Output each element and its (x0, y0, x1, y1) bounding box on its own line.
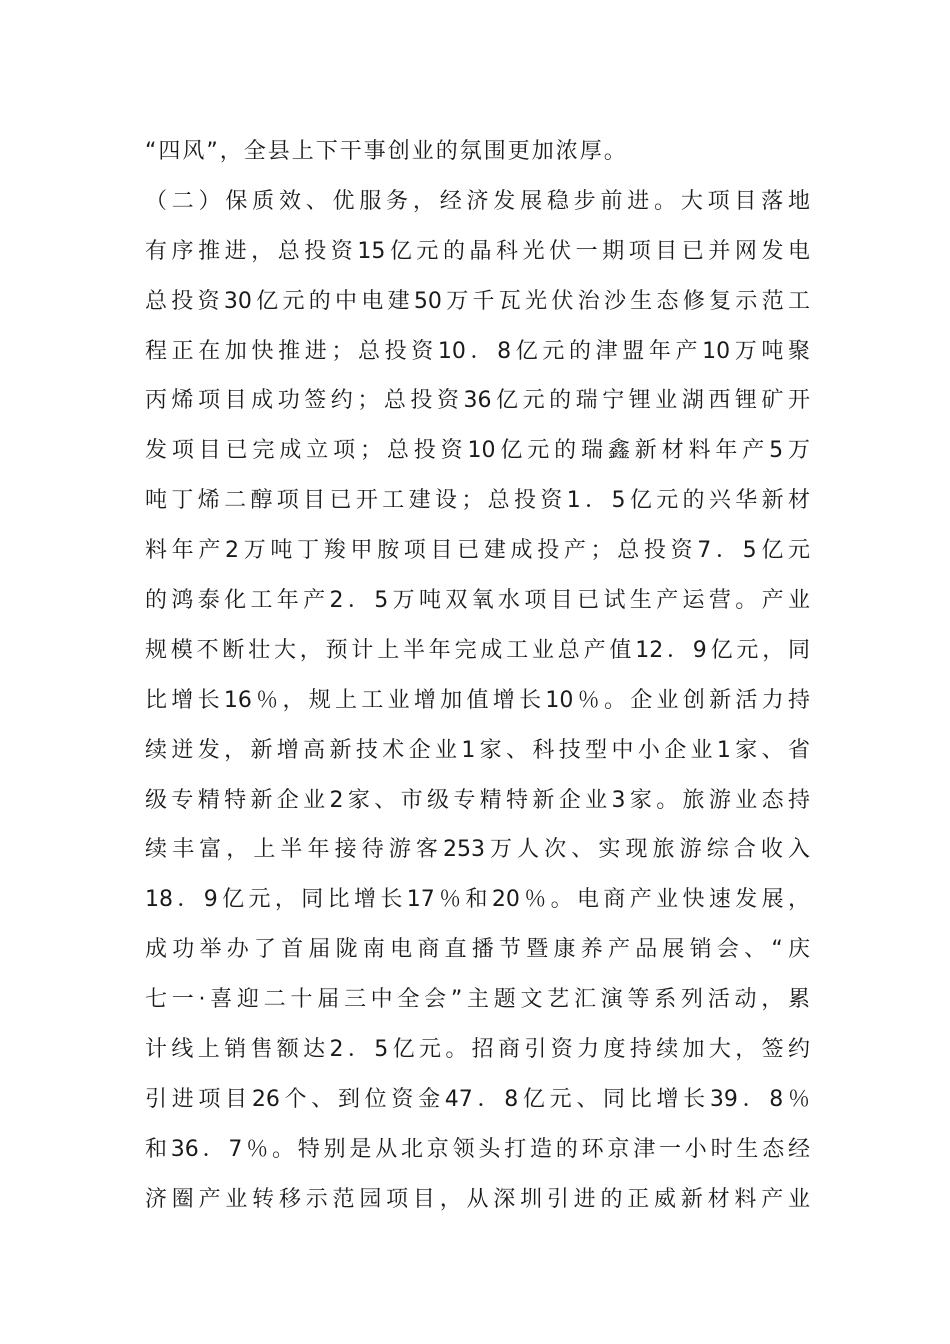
text-line: 发项目已完成立项；总投资10亿元的瑞鑫新材料年产5万 (145, 438, 810, 464)
text-line: 计线上销售额达2．5亿元。招商引资力度持续加大，签约 (145, 1037, 810, 1063)
text-line: 吨丁烯二醇项目已开工建设；总投资1．5亿元的兴华新材 (145, 488, 810, 514)
text-line: 料年产2万吨丁羧甲胺项目已建成投产；总投资7．5亿元 (145, 538, 810, 564)
text-line: 和36．7％。特别是从北京领头打造的环京津一小时生态经 (145, 1136, 810, 1162)
text-line: 续迸发，新增高新技术企业1家、科技型中小企业1家、省 (145, 737, 810, 763)
text-line: 级专精特新企业2家、市级专精特新企业3家。旅游业态持 (145, 787, 810, 813)
text-line: 七一·喜迎二十届三中全会”主题文艺汇演等系列活动，累 (145, 987, 810, 1013)
text-line: 成功举办了首届陇南电商直播节暨康养产品展销会、“庆 (145, 937, 810, 963)
body-text (145, 127, 810, 1225)
text-line: 程正在加快推进；总投资10．8亿元的津盟年产10万吨聚 (145, 338, 810, 364)
text-line: 规模不断壮大，预计上半年完成工业总产值12．9亿元，同 (145, 637, 810, 663)
text-line: 的鸿泰化工年产2．5万吨双氧水项目已试生产运营。产业 (145, 588, 810, 614)
text-line: 总投资30亿元的中电建50万千瓦光伏治沙生态修复示范工 (145, 288, 810, 314)
text-line: 丙烯项目成功签约；总投资36亿元的瑞宁锂业湖西锂矿开 (145, 388, 810, 414)
text-line: 18．9亿元，同比增长17％和20％。电商产业快速发展， (145, 887, 810, 913)
text-line: 引进项目26个、到位资金47．8亿元、同比增长39．8％ (145, 1086, 810, 1112)
text-line: 比增长16％，规上工业增加值增长10％。企业创新活力持 (145, 687, 810, 713)
text-line: 续丰富，上半年接待游客253万人次、实现旅游综合收入 (145, 837, 810, 863)
text-line: “四风”，全县上下干事创业的氛围更加浓厚。 (145, 139, 628, 164)
text-line: （二）保质效、优服务，经济发展稳步前进。大项目落地 (145, 188, 810, 214)
text-line: 有序推进，总投资15亿元的晶科光伏一期项目已并网发电 (145, 238, 810, 264)
text-line: 济圈产业转移示范园项目，从深圳引进的正威新材料产业 (145, 1186, 810, 1212)
